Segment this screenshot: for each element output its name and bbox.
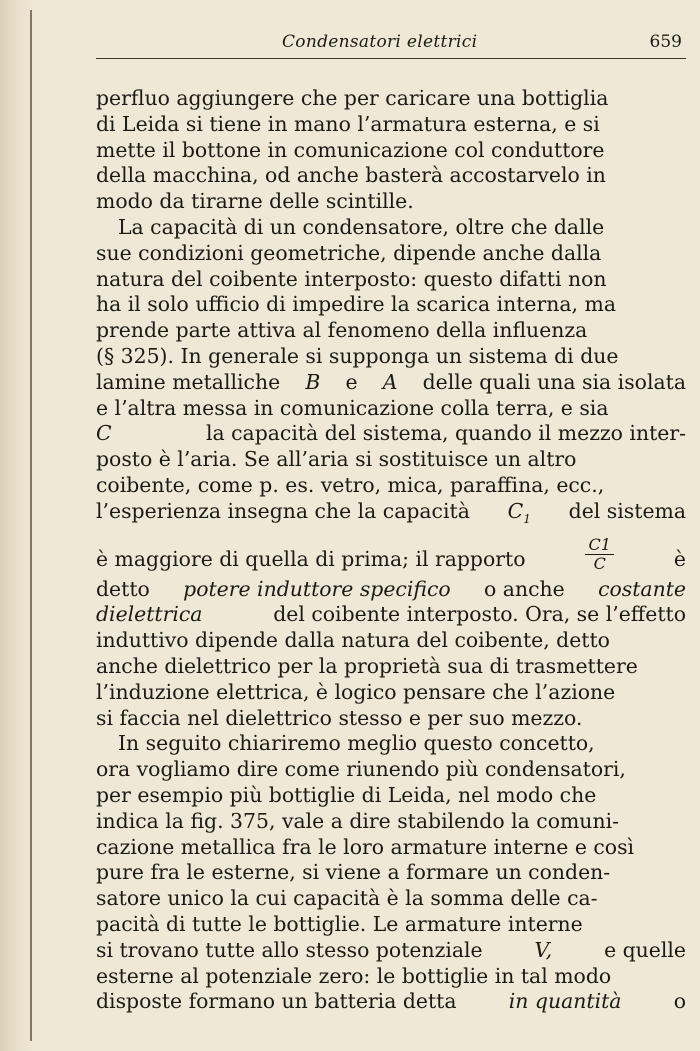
text-line: sue condizioni geometriche, dipende anche dalla xyxy=(96,240,602,265)
text-line: (§ 325). In generale si supponga un sistema di due xyxy=(96,343,619,368)
page-gutter xyxy=(0,0,34,1051)
term-dielettrica: dielettrica xyxy=(96,602,203,627)
text-line: si faccia nel dielettrico stesso e per suo mezzo. xyxy=(96,705,583,730)
text-line: lamine metalliche B e A delle quali una sia isolata xyxy=(96,369,686,394)
text-line: perfluo aggiungere che per caricare una bottiglia xyxy=(96,86,609,110)
text-line: prende parte attiva al fenomeno della influenza xyxy=(96,318,588,343)
text-line: ha il solo ufficio di impedire la scarica interna, ma xyxy=(96,292,616,317)
fraction-numerator: C1 xyxy=(585,536,613,555)
text-line: detto potere induttore specifico o anche costante xyxy=(96,576,686,601)
fraction-denominator: C xyxy=(593,553,606,573)
page-number: 659 xyxy=(649,32,682,52)
text-line: cazione metallica fra le loro armature interne e così xyxy=(96,834,635,859)
text-line: natura del coibente interposto: questo difatti non xyxy=(96,266,607,291)
body-text xyxy=(96,86,686,1015)
text-line: della macchina, od anche basterà accostarvelo in xyxy=(96,163,606,188)
text-line-with-fraction: è maggiore di quella di prima; il rapporto $\frac{C1}{C}$ è xyxy=(96,534,686,573)
text-line: per esempio più bottiglie di Leida, nel modo che xyxy=(96,782,597,807)
text-line: pacità di tutte le bottiglie. Le armature interne xyxy=(96,911,583,936)
text-line: indica la fig. 375, vale a dire stabilendo la comuni- xyxy=(96,808,619,833)
paragraph-start-line: La capacità di un condensatore, oltre che dalle xyxy=(118,214,605,239)
text-line: satore unico la cui capacità è la somma delle ca- xyxy=(96,886,598,911)
text-line: posto è l’aria. Se all’aria si sostituisce un altro xyxy=(96,447,577,472)
text-line: coibente, come p. es. vetro, mica, paraffina, ecc., xyxy=(96,472,605,497)
text-line: l’induzione elettrica, è logico pensare che l’azione xyxy=(96,679,616,704)
symbol-V: V, xyxy=(534,937,553,962)
page-header xyxy=(96,30,686,59)
symbol-C: C xyxy=(96,421,112,446)
text-line: mette il bottone in comunicazione col conduttore xyxy=(96,137,605,162)
text-line: induttivo dipende dalla natura del coibente, detto xyxy=(96,628,610,653)
symbol-B: B xyxy=(305,369,321,394)
term-in-quantita: in quantità xyxy=(508,989,622,1014)
text-line: dielettrica del coibente interposto. Ora, se l’effetto xyxy=(96,602,686,627)
binding-edge-line xyxy=(30,10,32,1041)
text-line: e l’altra messa in comunicazione colla terra, e sia xyxy=(96,395,609,420)
text-line: modo da tirarne delle scintille. xyxy=(96,189,414,214)
term-costante: costante xyxy=(598,576,686,601)
term-potere-induttore: potere induttore specifico xyxy=(183,576,451,601)
text-line: anche dielettrico per la proprietà sua di trasmettere xyxy=(96,653,638,678)
text-line: l’esperienza insegna che la capacità $C_1$ del sistema xyxy=(96,498,686,526)
ratio-fraction xyxy=(585,536,613,573)
running-title: Condensatori elettrici xyxy=(282,32,478,52)
symbol-C1: $C_1$ xyxy=(507,498,531,526)
symbol-A: A xyxy=(382,369,398,394)
text-line: pure fra le esterne, si viene a formare un conden- xyxy=(96,860,611,885)
text-line: ora vogliamo dire come riunendo più condensatori, xyxy=(96,757,626,782)
text-line: si trovano tutte allo stesso potenziale V, e quelle xyxy=(96,937,686,962)
text-line: di Leida si tiene in mano l’armatura esterna, e si xyxy=(96,111,600,136)
text-line: C la capacità del sistema, quando il mezzo inter- xyxy=(96,421,686,446)
text-line: esterne al potenziale zero: le bottiglie in tal modo xyxy=(96,963,612,988)
paragraph-start-line: In seguito chiariremo meglio questo concetto, xyxy=(118,731,595,756)
text-line: disposte formano un batteria detta in quantità o xyxy=(96,989,686,1014)
